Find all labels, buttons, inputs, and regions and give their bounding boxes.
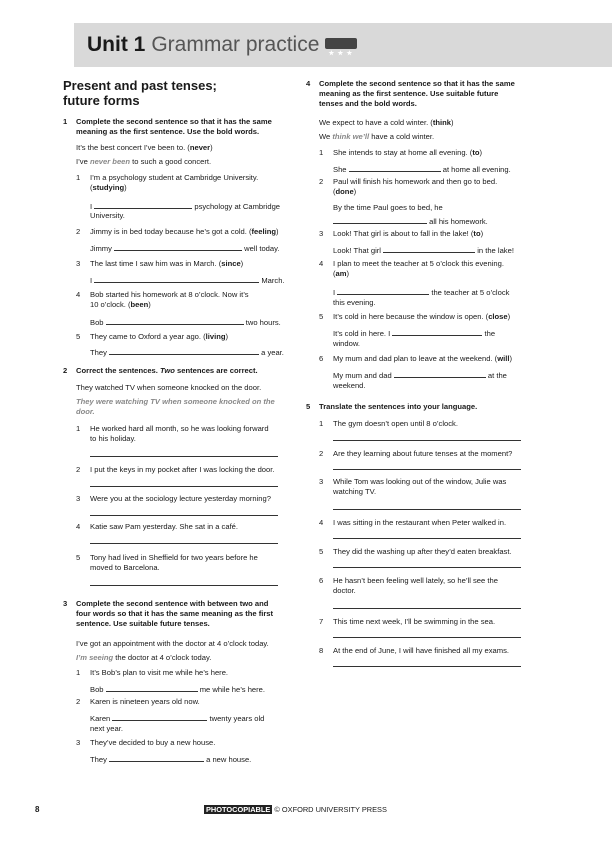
model-answer-cont: door. — [76, 407, 95, 416]
item-sentence: I put the keys in my pocket after I was locking the door. — [90, 465, 275, 474]
item-keyword: (studying) — [90, 183, 127, 192]
item-number: 4 — [319, 518, 324, 527]
item-prompt: They came to Oxford a year ago. (living) — [90, 332, 229, 341]
item-number: 3 — [76, 259, 81, 268]
item-prompt: She intends to stay at home all evening. (to) — [333, 148, 483, 157]
item-answer-cont: this evening. — [333, 298, 376, 307]
answer-line[interactable] — [333, 567, 521, 568]
item-number: 6 — [319, 576, 324, 585]
item-number: 2 — [76, 697, 81, 706]
item-prompt: Karen is nineteen years old now. — [90, 697, 200, 706]
item-number: 1 — [319, 148, 324, 157]
exercise-number: 1 — [63, 117, 68, 126]
item-number: 8 — [319, 646, 324, 655]
answer-blank[interactable] — [337, 286, 429, 295]
item-number: 4 — [76, 290, 81, 299]
instruction: sentence. Use suitable future tenses. — [76, 619, 210, 628]
item-prompt: Look! That girl is about to fall in the lake! (to) — [333, 229, 484, 238]
page-title: Unit 1 Grammar practice — [87, 33, 357, 57]
answer-line[interactable] — [90, 486, 278, 487]
instruction: Complete the second sentence so that it has the same — [319, 79, 515, 88]
item-answer: Karen twenty years old — [90, 714, 265, 723]
answer-blank[interactable] — [383, 244, 475, 253]
model-answer: I’m seeing the doctor at 4 o’clock today. — [76, 653, 212, 662]
answer-blank[interactable] — [106, 683, 198, 692]
item-prompt: Jimmy is in bed today because he’s got a cold. (feeling) — [90, 227, 279, 236]
item-keyword: (am) — [333, 269, 350, 278]
item-answer: I psychology at Cambridge — [90, 202, 281, 211]
item-prompt: Bob started his homework at 8 o’clock. Now it’s — [90, 290, 249, 299]
answer-line[interactable] — [90, 543, 278, 544]
item-prompt: It’s Bob’s plan to visit me while he’s here. — [90, 668, 229, 677]
model-answer: I’ve never been to such a good concert. — [76, 157, 212, 166]
item-sentence: While Tom was looking out of the window, Julie was — [333, 477, 507, 486]
answer-line[interactable] — [333, 440, 521, 441]
item-answer-cont: weekend. — [333, 381, 366, 390]
item-sentence: He hasn’t been feeling well lately, so he’ll see the — [333, 576, 498, 585]
item-number: 3 — [319, 229, 324, 238]
model-answer: They were watching TV when someone knocked on the — [76, 397, 275, 406]
item-keyword: (done) — [333, 187, 357, 196]
item-number: 5 — [76, 332, 81, 341]
item-number: 4 — [319, 259, 324, 268]
answer-blank[interactable] — [109, 753, 204, 762]
answer-line[interactable] — [333, 469, 521, 470]
item-number: 1 — [76, 424, 81, 433]
item-sentence: They did the washing up after they’d eaten breakfast. — [333, 547, 512, 556]
item-sentence: He worked hard all month, so he was looking forward — [90, 424, 269, 433]
item-number: 4 — [76, 522, 81, 531]
answer-line[interactable] — [333, 509, 521, 510]
answer-blank[interactable] — [94, 200, 192, 209]
item-sentence: I was sitting in the restaurant when Peter walked in. — [333, 518, 507, 527]
answer-blank[interactable] — [392, 327, 482, 336]
item-answer: They a year. — [90, 348, 284, 357]
answer-line[interactable] — [90, 585, 278, 586]
item-sentence-cont: watching TV. — [333, 487, 377, 496]
exercise-number: 3 — [63, 599, 68, 608]
answer-line[interactable] — [333, 538, 521, 539]
item-prompt: The last time I saw him was in March. (since) — [90, 259, 244, 268]
item-sentence-cont: doctor. — [333, 586, 356, 595]
item-answer: Look! That girl in the lake! — [333, 246, 514, 255]
item-number: 2 — [76, 465, 81, 474]
section-title: Present and past tenses; future forms — [63, 78, 217, 108]
answer-blank[interactable] — [333, 215, 427, 224]
item-answer: They a new house. — [90, 755, 252, 764]
answer-blank[interactable] — [106, 316, 244, 325]
item-sentence: The gym doesn’t open until 8 o’clock. — [333, 419, 458, 428]
item-number: 3 — [76, 494, 81, 503]
item-answer: Bob two hours. — [90, 318, 281, 327]
item-answer: My mum and dad at the — [333, 371, 507, 380]
item-number: 1 — [76, 668, 81, 677]
item-sentence: At the end of June, I will have finished all my exams. — [333, 646, 510, 655]
model-answer: We think we’ll have a cold winter. — [319, 132, 435, 141]
item-number: 6 — [319, 354, 324, 363]
answer-blank[interactable] — [109, 346, 259, 355]
answer-line[interactable] — [333, 666, 521, 667]
instruction: Complete the second sentence so that it has the same — [76, 117, 272, 126]
item-prompt: Paul will finish his homework and then go to bed. — [333, 177, 498, 186]
instruction: four words so that it has the same meaning as the first — [76, 609, 274, 618]
model-sentence: It’s the best concert I’ve been to. (never) — [76, 143, 213, 152]
instruction: Translate the sentences into your language. — [319, 402, 478, 411]
exercise-number: 4 — [306, 79, 311, 88]
answer-blank[interactable] — [349, 163, 441, 172]
item-number: 2 — [319, 177, 324, 186]
model-sentence: I’ve got an appointment with the doctor at 4 o’clock today. — [76, 639, 269, 648]
answer-line[interactable] — [90, 515, 278, 516]
item-sentence: Are they learning about future tenses at the moment? — [333, 449, 513, 458]
item-prompt: They’ve decided to buy a new house. — [90, 738, 216, 747]
item-prompt: My mum and dad plan to leave at the weekend. (will) — [333, 354, 512, 363]
difficulty-stars-icon — [325, 38, 357, 49]
item-number: 7 — [319, 617, 324, 626]
item-number: 2 — [76, 227, 81, 236]
item-prompt: I’m a psychology student at Cambridge University. — [90, 173, 259, 182]
instruction: Correct the sentences. Two sentences are correct. — [76, 366, 258, 375]
item-number: 1 — [76, 173, 81, 182]
item-answer: Jimmy well today. — [90, 244, 280, 253]
item-number: 5 — [76, 553, 81, 562]
page-number: 8 — [35, 805, 40, 814]
answer-blank[interactable] — [94, 274, 259, 283]
instruction: meaning as the first sentence. Use the bold words. — [76, 127, 260, 136]
item-number: 2 — [319, 449, 324, 458]
answer-line[interactable] — [333, 608, 521, 609]
item-prompt-cont: 10 o’clock. (been) — [90, 300, 151, 309]
item-answer: I the teacher at 5 o’clock — [333, 288, 510, 297]
item-answer-cont: University. — [90, 211, 125, 220]
item-answer-cont: all his homework. — [333, 215, 488, 227]
photocopiable-badge: PHOTOCOPIABLE — [206, 805, 271, 814]
footer-copyright: PHOTOCOPIABLE © OXFORD UNIVERSITY PRESS — [206, 805, 387, 814]
answer-line[interactable] — [333, 637, 521, 638]
item-answer: She at home all evening. — [333, 165, 511, 174]
item-number: 5 — [319, 547, 324, 556]
item-prompt: It’s cold in here because the window is open. (close) — [333, 312, 511, 321]
answer-blank[interactable] — [394, 369, 486, 378]
item-answer-cont: window. — [333, 339, 361, 348]
instruction: meaning as the first sentence. Use suitable future — [319, 89, 499, 98]
item-answer: Bob me while he’s here. — [90, 685, 266, 694]
model-sentence: We expect to have a cold winter. (think) — [319, 118, 454, 127]
item-number: 5 — [319, 312, 324, 321]
item-number: 1 — [319, 419, 324, 428]
item-sentence-cont: to his holiday. — [90, 434, 136, 443]
answer-blank[interactable] — [112, 712, 207, 721]
item-sentence-cont: moved to Barcelona. — [90, 563, 160, 572]
item-prompt: I plan to meet the teacher at 5 o’clock this evening. — [333, 259, 504, 268]
instruction: Complete the second sentence with between two and — [76, 599, 269, 608]
answer-line[interactable] — [90, 456, 278, 457]
item-number: 3 — [319, 477, 324, 486]
instruction: tenses and the bold words. — [319, 99, 417, 108]
item-sentence: Katie saw Pam yesterday. She sat in a café. — [90, 522, 239, 531]
item-answer-cont: next year. — [90, 724, 123, 733]
item-sentence: Tony had lived in Sheffield for two years before he — [90, 553, 258, 562]
answer-blank[interactable] — [114, 242, 242, 251]
item-sentence: This time next week, I’ll be swimming in the sea. — [333, 617, 496, 626]
model-sentence: They watched TV when someone knocked on the door. — [76, 383, 262, 392]
item-answer: I March. — [90, 276, 285, 285]
exercise-number: 2 — [63, 366, 68, 375]
item-number: 3 — [76, 738, 81, 747]
item-answer: By the time Paul goes to bed, he — [333, 203, 443, 212]
exercise-number: 5 — [306, 402, 311, 411]
item-answer: It’s cold in here. I the — [333, 329, 496, 338]
item-sentence: Were you at the sociology lecture yesterday morning? — [90, 494, 271, 503]
